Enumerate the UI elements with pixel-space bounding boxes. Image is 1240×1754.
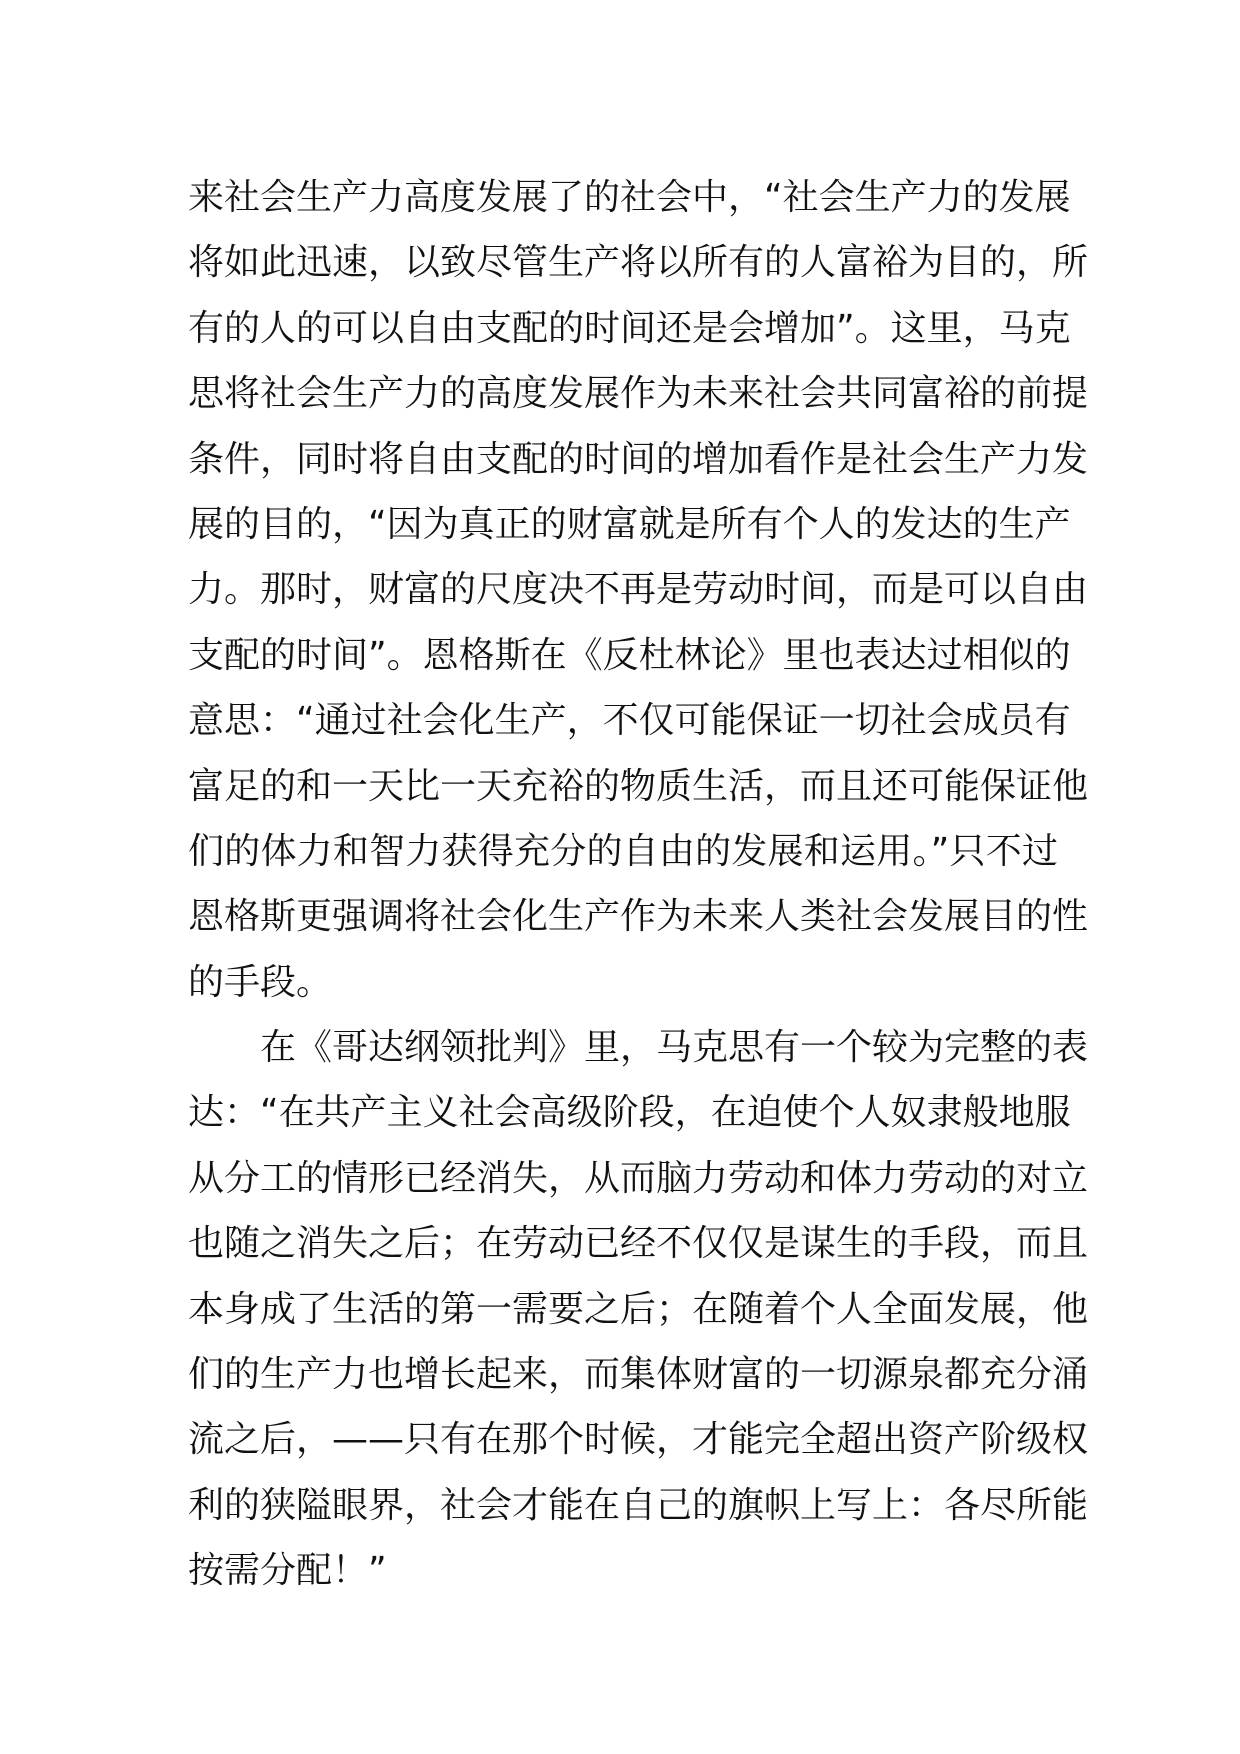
- text-line: 意思：“通过社会化生产，不仅可能保证一切社会成员有: [188, 700, 1071, 742]
- paragraph-1: [188, 165, 1089, 1015]
- text-line: 流之后，——只有在那个时候，才能完全超出资产阶级权: [188, 1419, 1089, 1461]
- body-text: [188, 165, 1089, 1604]
- text-line: 力。那时，财富的尺度决不再是劳动时间，而是可以自由: [188, 569, 1089, 611]
- text-line: 富足的和一天比一天充裕的物质生活，而且还可能保证他: [188, 765, 1089, 807]
- text-line: 来社会生产力高度发展了的社会中，“社会生产力的发展: [188, 177, 1071, 218]
- text-line: 利的狭隘眼界，社会才能在自己的旗帜上写上：各尽所能: [188, 1484, 1089, 1526]
- text-line: 条件，同时将自由支配的时间的增加看作是社会生产力发: [188, 438, 1089, 480]
- paragraph-2: [188, 1015, 1089, 1604]
- text-line: 有的人的可以自由支配的时间还是会增加”。这里，马克: [188, 307, 1071, 349]
- text-line: 的手段。: [188, 961, 333, 1003]
- text-line: 也随之消失之后；在劳动已经不仅仅是谋生的手段，而且: [188, 1223, 1089, 1265]
- text-line: 在《哥达纲领批判》里，马克思有一个较为完整的表: [260, 1027, 1089, 1069]
- text-line: 支配的时间”。恩格斯在《反杜林论》里也表达过相似的: [188, 634, 1071, 676]
- text-line: 展的目的，“因为真正的财富就是所有个人的发达的生产: [188, 503, 1071, 545]
- text-line: 将如此迅速，以致尽管生产将以所有的人富裕为目的，所: [188, 242, 1089, 284]
- text-line: 从分工的情形已经消失，从而脑力劳动和体力劳动的对立: [188, 1157, 1089, 1199]
- text-line: 达：“在共产主义社会高级阶段，在迫使个人奴隶般地服: [188, 1092, 1071, 1134]
- text-line: 按需分配！”: [188, 1550, 387, 1592]
- text-line: 恩格斯更强调将社会化生产作为未来人类社会发展目的性: [188, 896, 1089, 938]
- text-line: 们的体力和智力获得充分的自由的发展和运用。”只不过: [188, 830, 1058, 872]
- text-line: 们的生产力也增长起来，而集体财富的一切源泉都充分涌: [188, 1354, 1089, 1396]
- text-line: 本身成了生活的第一需要之后；在随着个人全面发展，他: [188, 1288, 1089, 1330]
- text-line: 思将社会生产力的高度发展作为未来社会共同富裕的前提: [188, 373, 1089, 415]
